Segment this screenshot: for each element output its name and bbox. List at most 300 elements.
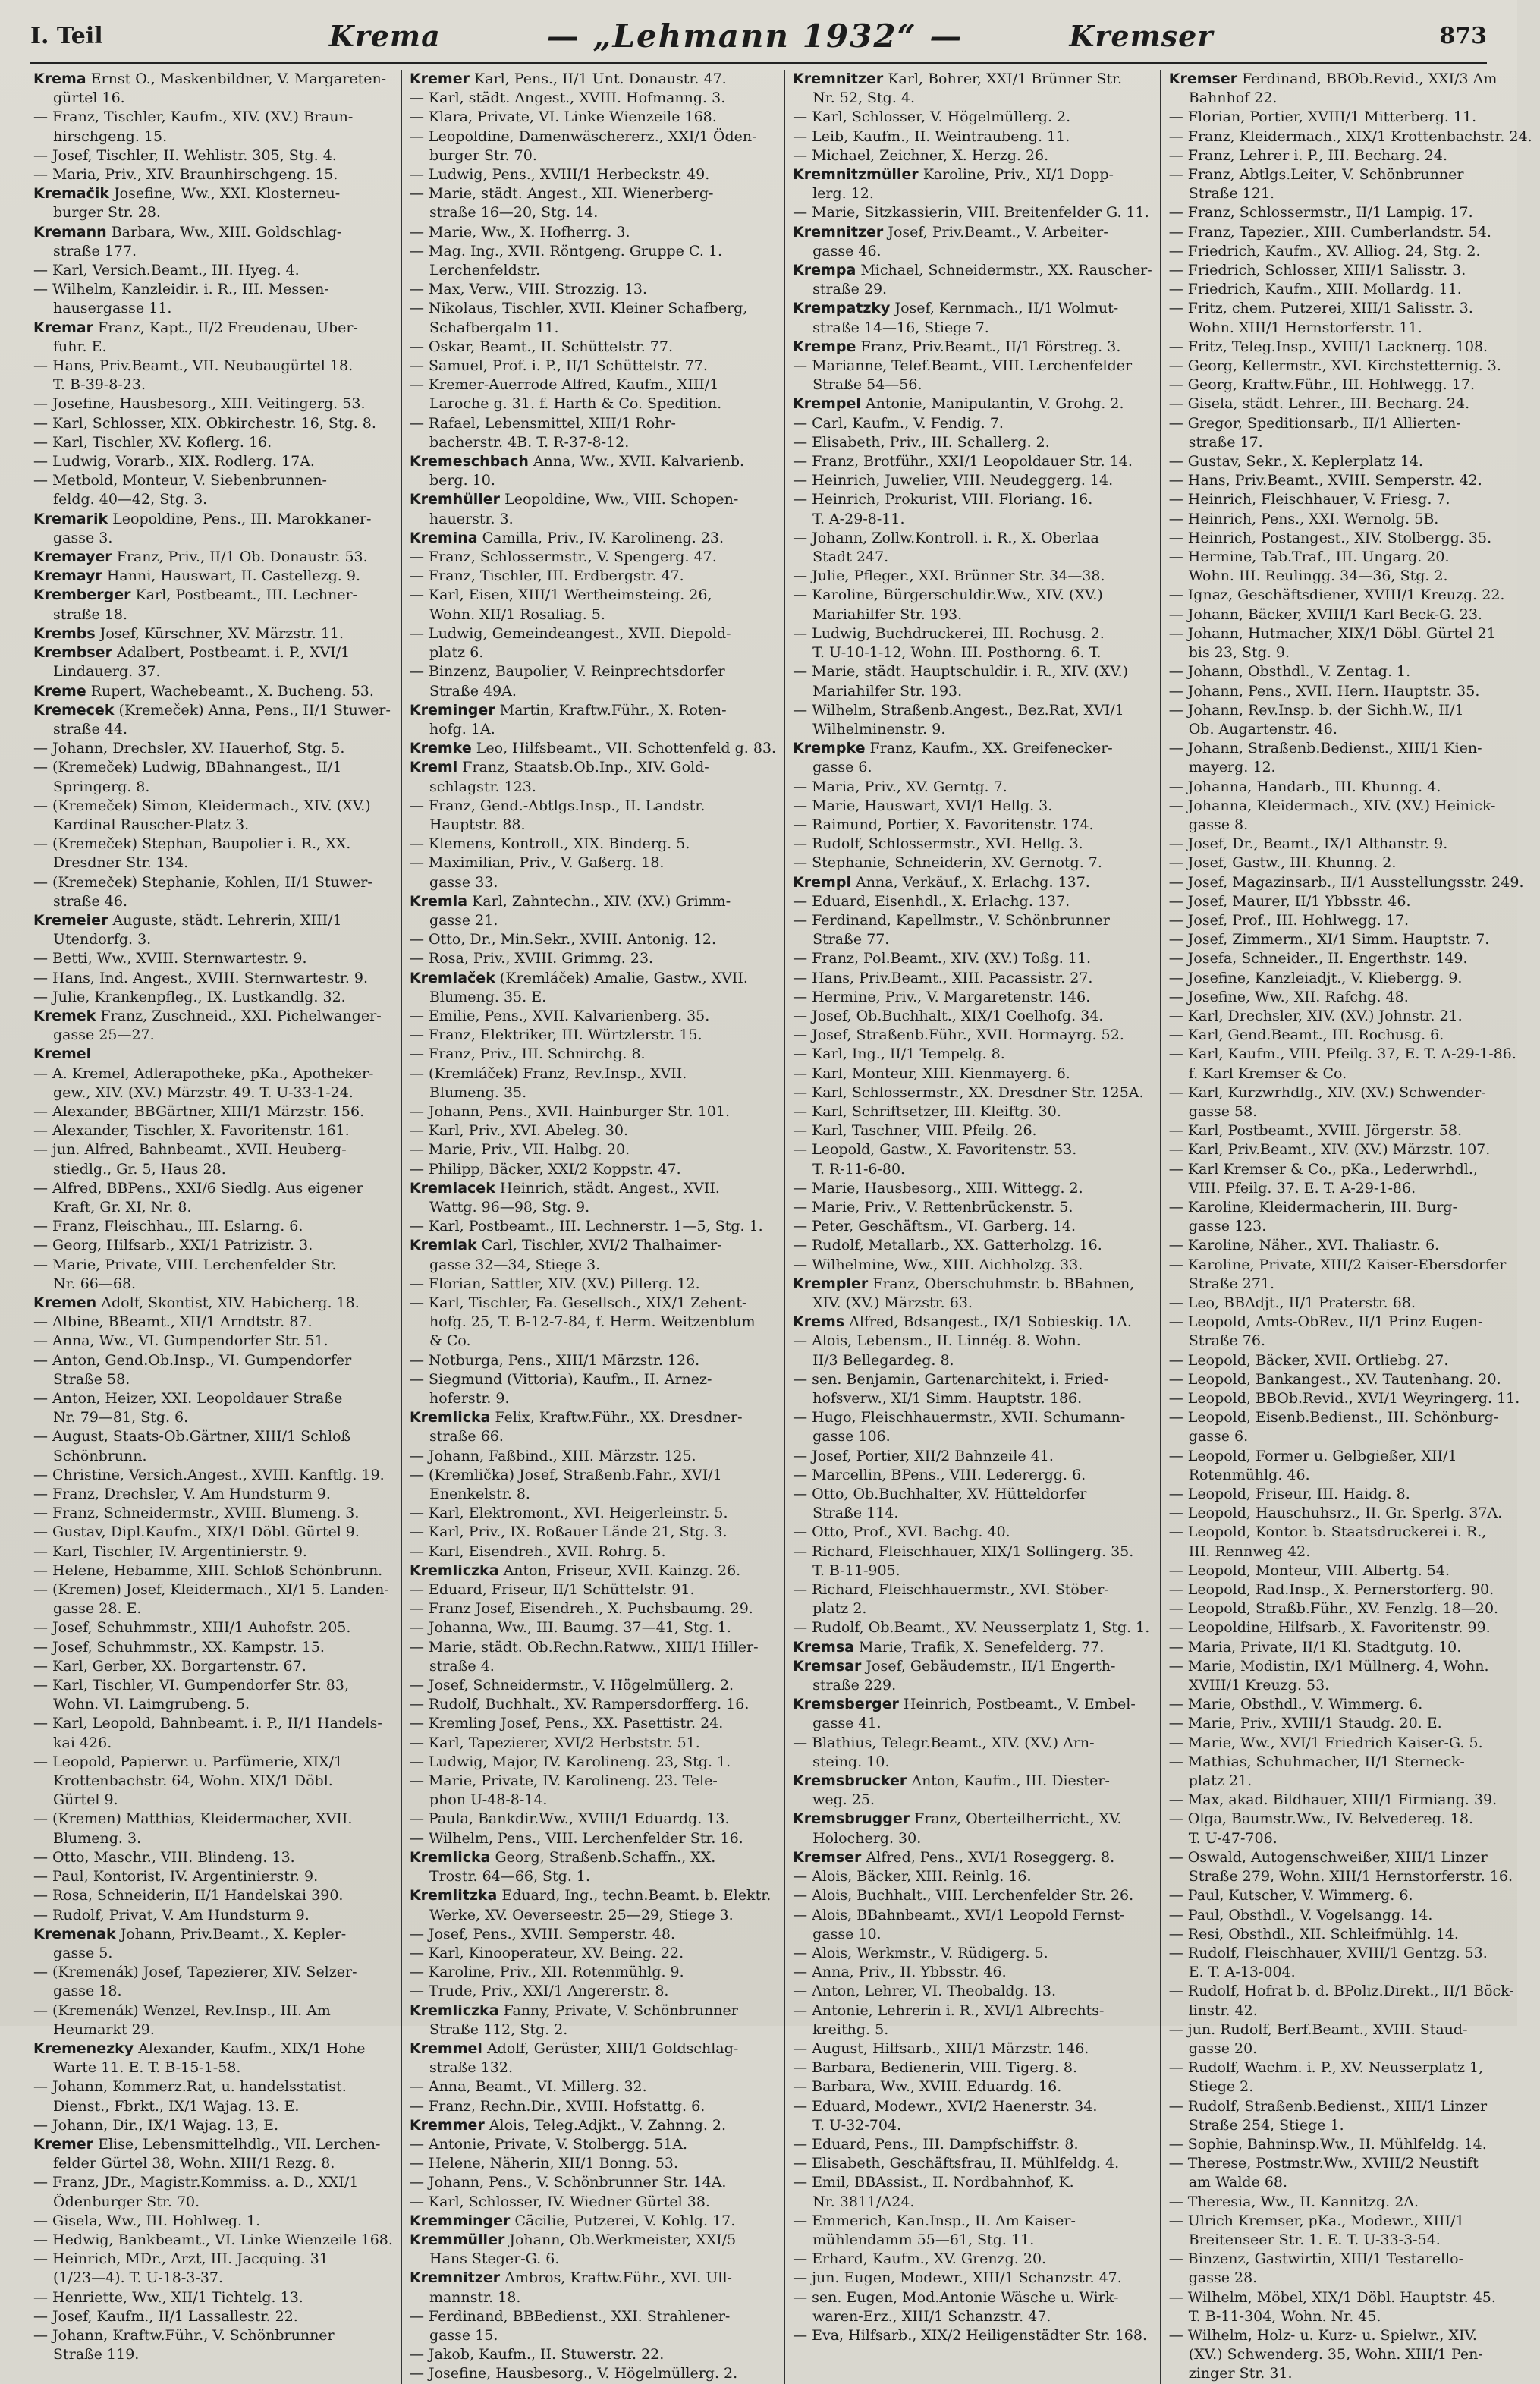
entry-text: — Anna, Beamt., VI. Millerg. 32. (409, 2078, 647, 2096)
directory-entry (33, 930, 393, 949)
directory-entry (1169, 797, 1532, 816)
directory-entry (793, 1026, 1152, 1045)
entry-text: Marie, Trafik, X. Senefelderg. 77. (854, 1638, 1105, 1656)
entry-text: gasse 28. E. (53, 1600, 142, 1618)
directory-entry (793, 1638, 1152, 1657)
directory-entry (1169, 1447, 1532, 1466)
directory-entry (410, 548, 776, 567)
entry-text: — Wilhelm, Möbel, XIX/1 Döbl. Hauptstr. 45. (1168, 2288, 1496, 2306)
directory-entry (1169, 1886, 1532, 1905)
directory-entry (33, 1714, 393, 1733)
directory-entry (1169, 2250, 1532, 2269)
entry-text: — Marie, Private, VIII. Lerchenfelder Str. (33, 1256, 337, 1273)
entry-text: straße 14—16, Stiege 7. (812, 319, 989, 336)
entry-text: — Franz, JDr., Magistr.Kommiss. a. D., XXI/1 (33, 2174, 359, 2191)
directory-entry (33, 1045, 393, 1064)
entry-text: — Johann, Bäcker, XVIII/1 Karl Beck-G. 23. (1168, 605, 1482, 623)
directory-entry (33, 1485, 393, 1504)
directory-entry (793, 127, 1152, 146)
directory-entry (410, 1236, 776, 1255)
directory-entry (1169, 739, 1532, 758)
entry-text: Franz, Zuschneid., XXI. Pichelwanger- (96, 1007, 382, 1024)
directory-entry (1169, 2116, 1532, 2135)
entry-text: — (Kremeček) Simon, Kleidermach., XIV. (XV.) (33, 797, 371, 814)
entry-text: — Wilhelm, Kanzleidir. i. R., III. Messen- (33, 281, 329, 298)
entry-text: — Franz, Schlossermstr., V. Spengerg. 47. (409, 549, 717, 566)
directory-entry (1169, 1599, 1532, 1618)
directory-entry (33, 1925, 393, 1944)
entry-text: linstr. 42. (1188, 2002, 1258, 2019)
entry-surname: Kremarik (33, 510, 108, 527)
directory-entry (33, 1408, 393, 1427)
entry-text: — Franz, Gend.-Abtlgs.Insp., II. Landstr. (409, 797, 706, 814)
directory-entry (793, 682, 1152, 701)
directory-entry (33, 797, 393, 816)
directory-entry (33, 108, 393, 127)
directory-entry (793, 816, 1152, 835)
directory-entry (33, 1389, 393, 1408)
entry-text: berg. 10. (429, 472, 495, 489)
entry-text: Warte 11. E. T. B-15-1-58. (53, 2059, 241, 2077)
entry-text: — Franz, Elektriker, III. Würtzlerstr. 15. (409, 1027, 702, 1044)
directory-entry (410, 376, 776, 395)
entry-text: — Georg, Hilfsarb., XXI/1 Patrizistr. 3. (33, 1237, 313, 1254)
entry-surname: Krembs (33, 624, 96, 642)
directory-entry (1169, 1313, 1532, 1332)
directory-entry (33, 1466, 393, 1485)
directory-entry (1169, 911, 1532, 930)
entry-text: Hans Steger-G. 6. (429, 2250, 560, 2268)
entry-text: — Karl, Kaufm., VIII. Pfeilg. 37, E. T. A-29-1-86. (1168, 1046, 1516, 1063)
entry-text: — Christine, Versich.Angest., XVIII. Kanftlg. 19. (33, 1466, 385, 1483)
directory-entry (410, 739, 776, 758)
entry-text: — Josef, Gastw., III. Khunng. 2. (1168, 854, 1397, 872)
directory-entry (1169, 1121, 1532, 1140)
directory-entry (793, 1065, 1152, 1083)
entry-text: — Josefa, Schneider., II. Engerthstr. 149. (1168, 950, 1468, 967)
entry-text: — Notburga, Pens., XIII/1 Märzstr. 126. (409, 1351, 700, 1369)
entry-text: schlagstr. 123. (429, 778, 536, 795)
entry-text: hirschgeng. 15. (53, 127, 168, 145)
entry-text: — Ludwig, Vorarb., XIX. Rodlerg. 17A. (33, 453, 315, 470)
directory-entry (1169, 529, 1532, 548)
directory-entry (33, 988, 393, 1007)
entry-text: gürtel 16. (53, 90, 125, 107)
directory-entry (793, 1160, 1152, 1179)
entry-text: Ödenburger Str. 70. (53, 2193, 200, 2210)
directory-entry (1169, 223, 1532, 242)
directory-entry (1169, 1523, 1532, 1542)
entry-text: — Karl, Schriftsetzer, III. Kleiftg. 30. (793, 1102, 1061, 1120)
entry-text: stiedlg., Gr. 5, Haus 28. (53, 1160, 226, 1178)
directory-entry (1169, 2002, 1532, 2021)
entry-text: — Karl, Priv.Beamt., XIV. (XV.) Märzstr. 107. (1168, 1141, 1491, 1159)
entry-surname: Kremenezky (33, 2040, 134, 2057)
directory-entry (793, 184, 1152, 203)
directory-entry (1169, 70, 1532, 89)
directory-entry (33, 778, 393, 797)
entry-text: — Karoline, Näher., XVI. Thaliastr. 6. (1168, 1237, 1440, 1254)
directory-entry (33, 1523, 393, 1542)
entry-text: — Alexander, Tischler, X. Favoritenstr. 161. (33, 1122, 350, 1140)
directory-entry (410, 108, 776, 127)
entry-text: Stiege 2. (1188, 2078, 1254, 2096)
directory-entry (410, 2326, 776, 2345)
entry-text: — Paul, Kontorist, IV. Argentinierstr. 9. (33, 1868, 319, 1885)
directory-entry (33, 758, 393, 777)
entry-surname: Kremeier (33, 911, 108, 929)
directory-entry (410, 1351, 776, 1370)
directory-entry (793, 490, 1152, 509)
directory-entry (33, 1179, 393, 1198)
entry-text: Mariahilfer Str. 193. (812, 682, 963, 700)
entry-text: — Karl, Schlosser, IV. Wiedner Gürtel 38. (409, 2193, 710, 2210)
directory-entry (793, 280, 1152, 299)
directory-entry (793, 1906, 1152, 1925)
directory-entry (33, 2097, 393, 2116)
directory-entry (410, 1523, 776, 1542)
entry-text: Krottenbachstr. 64, Wohn. XIX/1 Döbl. (53, 1772, 333, 1790)
entry-text: — Josef, Tischler, II. Wehlistr. 305, Stg. 4. (33, 146, 337, 164)
entry-surname: Kremsbrugger (793, 1810, 910, 1828)
directory-entry (410, 1734, 776, 1753)
directory-entry (793, 146, 1152, 165)
entry-text: T. B-11-304, Wohn. Nr. 45. (1188, 2307, 1381, 2325)
entry-surname: Kremnitzer (793, 71, 884, 87)
entry-surname: Krempel (793, 395, 861, 413)
entry-text: mühlendamm 55—61, Stg. 11. (812, 2231, 1035, 2248)
entry-text: — Samuel, Prof. i. P., II/1 Schüttelstr. 77. (409, 357, 708, 375)
entry-text: — Ferdinand, Kapellmstr., V. Schönbrunner (793, 911, 1110, 929)
entry-text: — sen. Benjamin, Gartenarchitekt, i. Fried- (793, 1370, 1108, 1388)
entry-text: — Rudolf, Hofrat b. d. BPoliz.Direkt., II/1 Böck- (1168, 1983, 1514, 2000)
entry-text: Blumeng. 35. (429, 1083, 527, 1101)
entry-text: gasse 58. (1188, 1102, 1258, 1120)
directory-entry (1169, 242, 1532, 261)
entry-text: — Karl, Ing., II/1 Tempelg. 8. (793, 1046, 1005, 1063)
directory-entry (33, 643, 393, 662)
entry-surname: Kremmer (409, 2116, 485, 2134)
entry-text: Straße 54—56. (812, 376, 922, 394)
directory-entry (410, 1867, 776, 1886)
directory-entry (410, 1140, 776, 1159)
directory-entry (793, 2040, 1152, 2058)
directory-entry (793, 1121, 1152, 1140)
entry-text: — Rudolf, Metallarb., XX. Gatterholzg. 16. (793, 1237, 1102, 1254)
entry-text: — Metbold, Monteur, V. Siebenbrunnen- (33, 472, 327, 489)
directory-entry (1169, 165, 1532, 184)
directory-entry (410, 2116, 776, 2135)
entry-text: straße 66. (429, 1428, 504, 1445)
directory-entry (793, 376, 1152, 395)
directory-entry (1169, 643, 1532, 662)
directory-entry (793, 778, 1152, 797)
entry-text: — Marianne, Telef.Beamt., VIII. Lerchenfelder (793, 357, 1133, 375)
entry-text: — Anton, Gend.Ob.Insp., VI. Gumpendorfer (33, 1351, 352, 1369)
entry-text: straße 17. (1188, 433, 1263, 451)
directory-entry (1169, 1370, 1532, 1389)
entry-text: — Friedrich, Kaufm., XIII. Mollardg. 11. (1168, 281, 1462, 298)
directory-entry (1169, 854, 1532, 873)
directory-entry (1169, 1485, 1532, 1504)
entry-text: — Paul, Kutscher, V. Wimmerg. 6. (1168, 1887, 1413, 1904)
directory-entry (33, 395, 393, 414)
entry-text: gasse 123. (1188, 1218, 1267, 1235)
entry-text: Anton, Friseur, XVII. Kainzg. 26. (498, 1562, 741, 1579)
directory-entry (793, 1676, 1152, 1695)
directory-entry (1169, 548, 1532, 567)
directory-entry (410, 988, 776, 1007)
directory-entry (33, 1848, 393, 1867)
entry-surname: Kremliczka (409, 1562, 499, 1579)
entry-text: — Karl, Tapezierer, XVI/2 Herbststr. 51. (409, 1734, 700, 1751)
entry-text: — Karl, städt. Angest., XVIII. Hofmanng. 3. (409, 90, 726, 107)
directory-entry (1169, 1867, 1532, 1886)
directory-entry (33, 1543, 393, 1562)
directory-entry (1169, 471, 1532, 490)
entry-text: — Hermine, Priv., V. Margaretenstr. 146. (793, 988, 1091, 1005)
entry-text: — Leib, Kaufm., II. Weintraubeng. 11. (793, 127, 1070, 145)
directory-entry (1169, 758, 1532, 777)
directory-entry (410, 1963, 776, 1982)
directory-entry (410, 2307, 776, 2326)
entry-text: — Marie, Hauswart, XVI/1 Hellg. 3. (793, 797, 1053, 814)
directory-entry (33, 2231, 393, 2250)
directory-entry (1169, 1256, 1532, 1275)
entry-text: Straße 121. (1188, 185, 1275, 203)
directory-entry (1169, 1198, 1532, 1217)
directory-entry (1169, 1179, 1532, 1198)
entry-text: — Heinrich, MDr., Arzt, III. Jacquing. 31 (33, 2250, 328, 2268)
directory-entry (1169, 1734, 1532, 1753)
directory-entry (1169, 452, 1532, 471)
directory-entry (33, 605, 393, 624)
entry-text: — Max, Verw., VIII. Strozzig. 13. (409, 281, 648, 298)
directory-entry (33, 299, 393, 318)
entry-text: — Johann, Kommerz.Rat, u. handelsstatist. (33, 2078, 347, 2096)
entry-text: — Leopold, Friseur, III. Haidg. 8. (1168, 1486, 1410, 1503)
entry-text: — Karoline, Bürgerschuldir.Ww., XIV. (XV.) (793, 587, 1103, 604)
entry-text: straße 46. (53, 892, 127, 910)
entry-text: — Karl, Tischler, VI. Gumpendorfer Str. 83, (33, 1677, 349, 1694)
entry-text: Wohn. XII/1 Rosaliag. 5. (429, 605, 605, 623)
directory-entry (1169, 127, 1532, 146)
directory-entry (793, 720, 1152, 739)
entry-text: — Gustav, Sekr., X. Keplerplatz 14. (1168, 453, 1423, 470)
directory-entry (1169, 2307, 1532, 2326)
directory-entry (33, 1906, 393, 1925)
directory-entry (410, 2212, 776, 2231)
directory-entry (1169, 89, 1532, 108)
entry-text: — Rudolf, Wachm. i. P., XV. Neusserplatz 1, (1168, 2059, 1484, 2077)
entry-text: — Josef, Portier, XII/2 Bahnzeile 41. (793, 1447, 1054, 1464)
entry-text: T. U-10-1-12, Wohn. III. Posthorng. 6. T. (812, 644, 1102, 662)
entry-text: T. R-11-6-80. (812, 1160, 906, 1178)
entry-text: — jun. Alfred, Bahnbeamt., XVII. Heuberg- (33, 1141, 347, 1159)
entry-text: Breitenseer Str. 1. E. T. U-33-3-54. (1188, 2231, 1441, 2248)
entry-text: — Ludwig, Major, IV. Karolineng. 23, Stg. 1. (409, 1753, 731, 1770)
entry-text: Auguste, städt. Lehrerin, XIII/1 (108, 911, 342, 929)
entry-text: — Josefine, Hausbesorg., V. Högelmüllerg. 2. (409, 2365, 738, 2382)
entry-text: — Friedrich, Schlosser, XIII/1 Salisstr. 3. (1168, 262, 1466, 279)
entry-text: — Rosa, Schneiderin, II/1 Handelskai 390. (33, 1887, 344, 1904)
entry-text: steing. 10. (812, 1753, 890, 1770)
entry-text: — Georg, Kraftw.Führ., III. Hohlwegg. 17. (1168, 376, 1476, 394)
directory-entry (33, 1294, 393, 1313)
directory-entry (1169, 108, 1532, 127)
column-1 (30, 70, 401, 2384)
entry-text: T. B-39-8-23. (53, 376, 146, 394)
directory-entry (33, 184, 393, 203)
entry-surname: Krempler (793, 1275, 869, 1292)
entry-surname: Krema (33, 71, 86, 87)
directory-entry (410, 165, 776, 184)
directory-entry (793, 2077, 1152, 2096)
directory-entry (793, 1714, 1152, 1733)
directory-entry (410, 930, 776, 949)
entry-text: hofg. 25, T. B-12-7-84, f. Herm. Weitzenblum (429, 1313, 756, 1331)
directory-entry (793, 1543, 1152, 1562)
entry-text: straße 44. (53, 720, 127, 738)
entry-text: straße 177. (53, 242, 137, 259)
entry-text: — Otto, Ob.Buchhalter, XV. Hütteldorfer (793, 1486, 1087, 1503)
directory-entry (33, 2002, 393, 2021)
directory-entry (1169, 1580, 1532, 1599)
directory-entry (410, 1906, 776, 1925)
directory-entry (33, 1734, 393, 1753)
directory-entry (1169, 1562, 1532, 1580)
entry-text: — Maximilian, Priv., V. Gaßerg. 18. (409, 854, 665, 872)
entry-text: Wilhelminenstr. 9. (812, 720, 946, 738)
directory-entry (33, 319, 393, 338)
directory-entry (33, 1370, 393, 1389)
directory-entry (793, 1523, 1152, 1542)
entry-text: Felix, Kraftw.Führ., XX. Dresdner- (490, 1409, 743, 1426)
entry-text: Lerchenfeldstr. (429, 262, 541, 279)
entry-text: — Siegmund (Vittoria), Kaufm., II. Arnez- (409, 1370, 712, 1388)
entry-text: — Binzenz, Gastwirtin, XIII/1 Testarello- (1168, 2250, 1464, 2268)
directory-entry (793, 2269, 1152, 2288)
entry-text: Barbara, Ww., XIII. Goldschlag- (106, 223, 342, 241)
directory-entry (33, 1026, 393, 1045)
entry-text: Rotenmühlg. 46. (1188, 1466, 1310, 1483)
entry-text: II/3 Bellegardeg. 8. (812, 1351, 954, 1369)
directory-entry (1169, 930, 1532, 949)
directory-entry (410, 1447, 776, 1466)
entry-text: (XV.) Schwenderg. 35, Wohn. XIII/1 Pen- (1188, 2346, 1483, 2364)
entry-text: XIV. (XV.) Märzstr. 63. (812, 1294, 973, 1311)
entry-text: mayerg. 12. (1188, 759, 1276, 776)
entry-text: — sen. Eugen, Mod.Antonie Wäsche u. Wirk- (793, 2288, 1119, 2306)
entry-text: Alfred, Pens., XVI/1 Roseggerg. 8. (861, 1848, 1115, 1866)
part-label: I. Teil (30, 22, 103, 49)
entry-text: — Karl, Gend.Beamt., III. Rochusg. 6. (1168, 1027, 1444, 1044)
directory-entry (1169, 184, 1532, 203)
directory-entry (793, 586, 1152, 605)
entry-surname: Kremnitzer (409, 2269, 501, 2287)
entry-text: — Marie, Modistin, IX/1 Müllnerg. 4, Wohn. (1168, 1657, 1489, 1675)
directory-entry (410, 1007, 776, 1026)
directory-entry (410, 1160, 776, 1179)
directory-entry (793, 797, 1152, 816)
entry-text: — Leopold, Eisenb.Bedienst., III. Schönburg- (1168, 1409, 1499, 1426)
directory-entry (410, 433, 776, 452)
directory-entry (793, 1504, 1152, 1523)
entry-text: feldg. 40—42, Stg. 3. (53, 491, 208, 508)
entry-text: — Helene, Näherin, XII/1 Bonng. 53. (409, 2155, 678, 2172)
directory-entry (1169, 1294, 1532, 1313)
entry-surname: Kremsberger (793, 1696, 899, 1713)
directory-entry (410, 414, 776, 433)
entry-text: — Emmerich, Kan.Insp., II. Am Kaiser- (793, 2212, 1076, 2229)
directory-entry (1169, 299, 1532, 318)
directory-entry (793, 1466, 1152, 1485)
entry-text: Rupert, Wachebeamt., X. Bucheng. 53. (86, 682, 374, 700)
directory-entry (793, 1485, 1152, 1504)
entry-text: — Franz, Fleischhau., III. Eslarng. 6. (33, 1218, 303, 1235)
directory-entry (793, 261, 1152, 280)
directory-entry (793, 2097, 1152, 2116)
entry-text: — Florian, Portier, XVIII/1 Mitterberg. 11. (1168, 109, 1477, 126)
directory-columns (30, 70, 1532, 2382)
directory-entry (793, 223, 1152, 242)
entry-text: Heinrich, städt. Angest., XVII. (495, 1179, 720, 1197)
directory-entry (33, 1753, 393, 1772)
entry-text: — Wilhelm, Pens., VIII. Lerchenfelder Str. 16. (409, 1829, 743, 1847)
entry-text: — Alois, Lebensm., II. Linnég. 8. Wohn. (793, 1332, 1081, 1350)
entry-text: Wohn. III. Reulingg. 34—36, Stg. 2. (1188, 568, 1448, 585)
directory-entry (410, 510, 776, 529)
directory-entry (410, 2021, 776, 2040)
directory-entry (793, 1351, 1152, 1370)
entry-text: hofg. 1A. (429, 720, 495, 738)
directory-entry (1169, 2364, 1532, 2383)
column-2 (401, 70, 784, 2384)
directory-entry (1169, 2154, 1532, 2173)
directory-entry (33, 490, 393, 509)
entry-text: — Carl, Kaufm., V. Fendig. 7. (793, 414, 1004, 432)
entry-text: — Franz, Pol.Beamt., XIV. (XV.) Toßg. 11. (793, 950, 1092, 967)
entry-text: — Leo, BBAdjt., II/1 Praterstr. 68. (1168, 1294, 1416, 1311)
entry-text: — Gisela, Ww., III. Hohlweg. 1. (33, 2212, 261, 2229)
directory-entry (33, 2345, 393, 2364)
directory-entry (410, 567, 776, 586)
entry-text: — jun. Eugen, Modewr., XIII/1 Schanzstr. 47. (793, 2269, 1122, 2287)
directory-entry (33, 682, 393, 701)
directory-entry (1169, 1791, 1532, 1810)
directory-entry (1169, 203, 1532, 222)
directory-entry (793, 662, 1152, 681)
directory-entry (33, 1886, 393, 1905)
directory-entry (33, 548, 393, 567)
entry-text: Blumeng. 3. (53, 1829, 142, 1847)
entry-surname: Krems (793, 1313, 845, 1331)
entry-surname: Kreme (33, 682, 86, 700)
directory-entry (33, 949, 393, 968)
directory-entry (793, 2193, 1152, 2212)
entry-text: — Leopold, Gastw., X. Favoritenstr. 53. (793, 1141, 1077, 1159)
directory-entry (793, 1294, 1152, 1313)
directory-entry (793, 2231, 1152, 2250)
entry-text: — Elisabeth, Geschäftsfrau, II. Mühlfeldg. 4. (793, 2155, 1120, 2172)
entry-text: Josefine, Ww., XXI. Klosterneu- (109, 185, 341, 203)
entry-text: Anna, Verkäuf., X. Erlachg. 137. (850, 873, 1090, 891)
entry-surname: Krempl (793, 873, 851, 891)
directory-entry (793, 299, 1152, 318)
entry-text: waren-Erz., XIII/1 Schanzstr. 47. (812, 2307, 1051, 2325)
directory-entry (1169, 376, 1532, 395)
entry-text: — Johanna, Handarb., III. Khunng. 4. (1168, 778, 1441, 795)
